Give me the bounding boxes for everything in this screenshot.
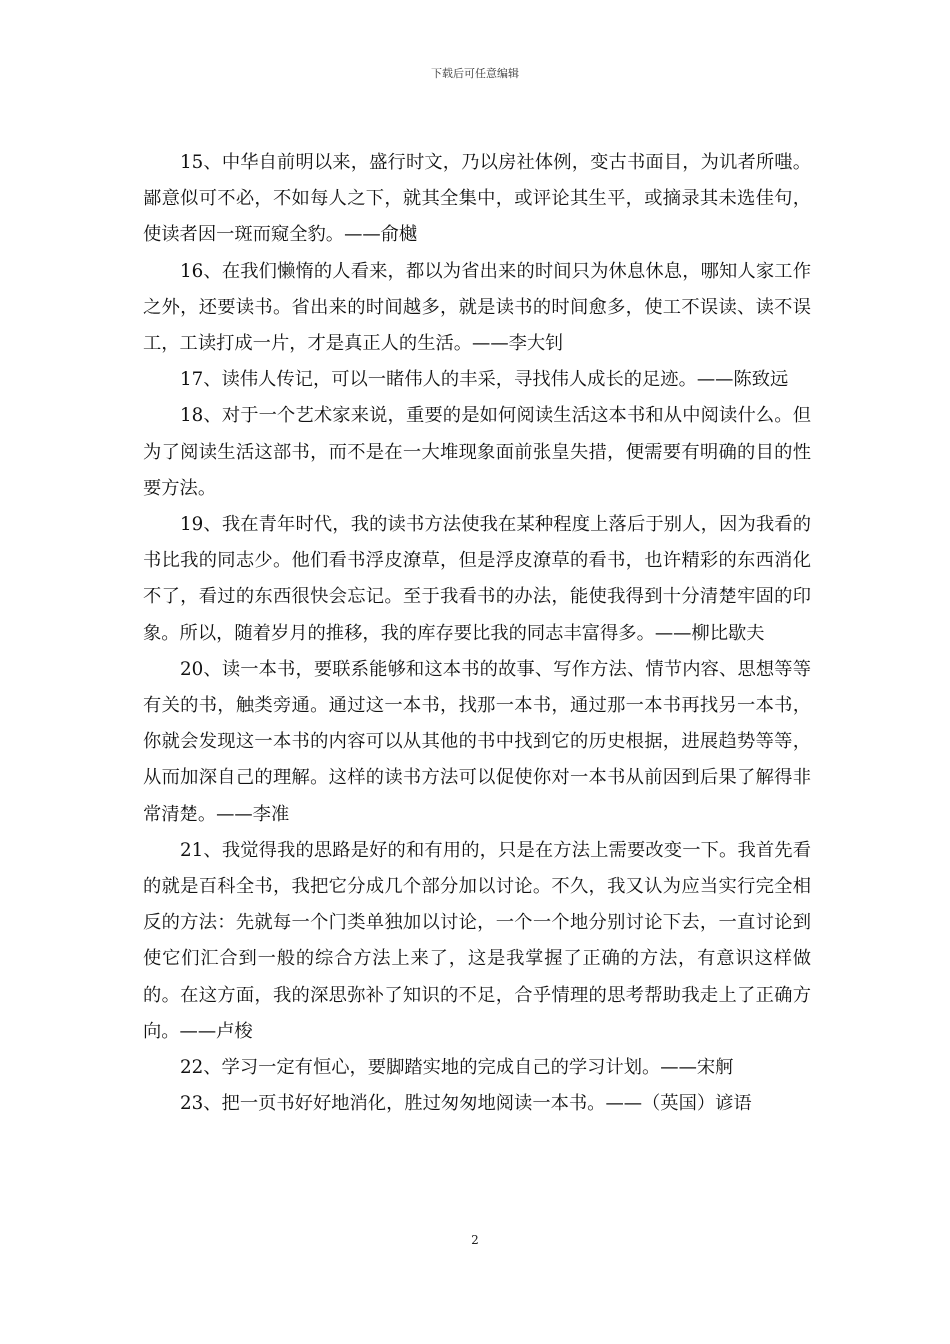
paragraph-21: 21、我觉得我的思路是好的和有用的，只是在方法上需要改变一下。我首先看的就是百科全书，我把它分成几个部分加以讨论。不久，我又认为应当实行完全相反的方法：先就每一个门类单独加以讨论，一个一个地分别讨论下去，一直讨论到使它们汇合到一般的综合方法上来了，这是我掌握了正确的方法，有意识这样做的。在这方面，我的深思弥补了知识的不足，合乎情理的思考帮助我走上了正确方向。——卢梭 [143,839,811,1042]
paragraph-18: 18、对于一个艺术家来说，重要的是如何阅读生活这本书和从中阅读什么。但为了阅读生活这部书，而不是在一大堆现象面前张皇失措，便需要有明确的目的性要方法。 [143,405,811,499]
paragraph-17: 17、读伟人传记，可以一睹伟人的丰采，寻找伟人成长的足迹。——陈致远 [180,369,789,391]
paragraph-19: 19、我在青年时代，我的读书方法使我在某种程度上落后于别人，因为我看的书比我的同志少。他们看书浮皮潦草，但是浮皮潦草的看书，也许精彩的东西消化不了，看过的东西很快会忘记。至于我看书的办法，能使我得到十分清楚牢固的印象。所以，随着岁月的推移，我的库存要比我的同志丰富得多。——柳比歇夫 [143,514,811,644]
paragraph-22: 22、学习一定有恒心，要脚踏实地的完成自己的学习计划。——宋舸 [180,1057,734,1079]
document-body [143,145,811,1122]
page-header-note: 下载后可任意编辑 [431,67,519,80]
paragraph-20: 20、读一本书，要联系能够和这本书的故事、写作方法、情节内容、思想等等有关的书，触类旁通。通过这一本书，找那一本书，通过那一本书再找另一本书，你就会发现这一本书的内容可以从其他的书中找到它的历史根据，进展趋势等等，从而加深自己的理解。这样的读书方法可以促使你对一本书从前因到后果了解得非常清楚。——李准 [143,658,811,825]
paragraph-15: 15、中华自前明以来，盛行时文，乃以房社体例，变古书面目，为讥者所嗤。鄙意似可不必，不如每人之下，就其全集中，或评论其生平，或摘录其未选佳句，使读者因一斑而窥全豹。——俞樾 [143,152,811,246]
paragraph-23: 23、把一页书好好地消化，胜过匆匆地阅读一本书。——（英国）谚语 [180,1093,752,1115]
paragraph-16: 16、在我们懒惰的人看来，都以为省出来的时间只为休息休息，哪知人家工作之外，还要读书。省出来的时间越多，就是读书的时间愈多，使工不误读、读不误工，工读打成一片，才是真正人的生活。——李大钊 [143,260,811,355]
page-number: 2 [471,1233,479,1247]
